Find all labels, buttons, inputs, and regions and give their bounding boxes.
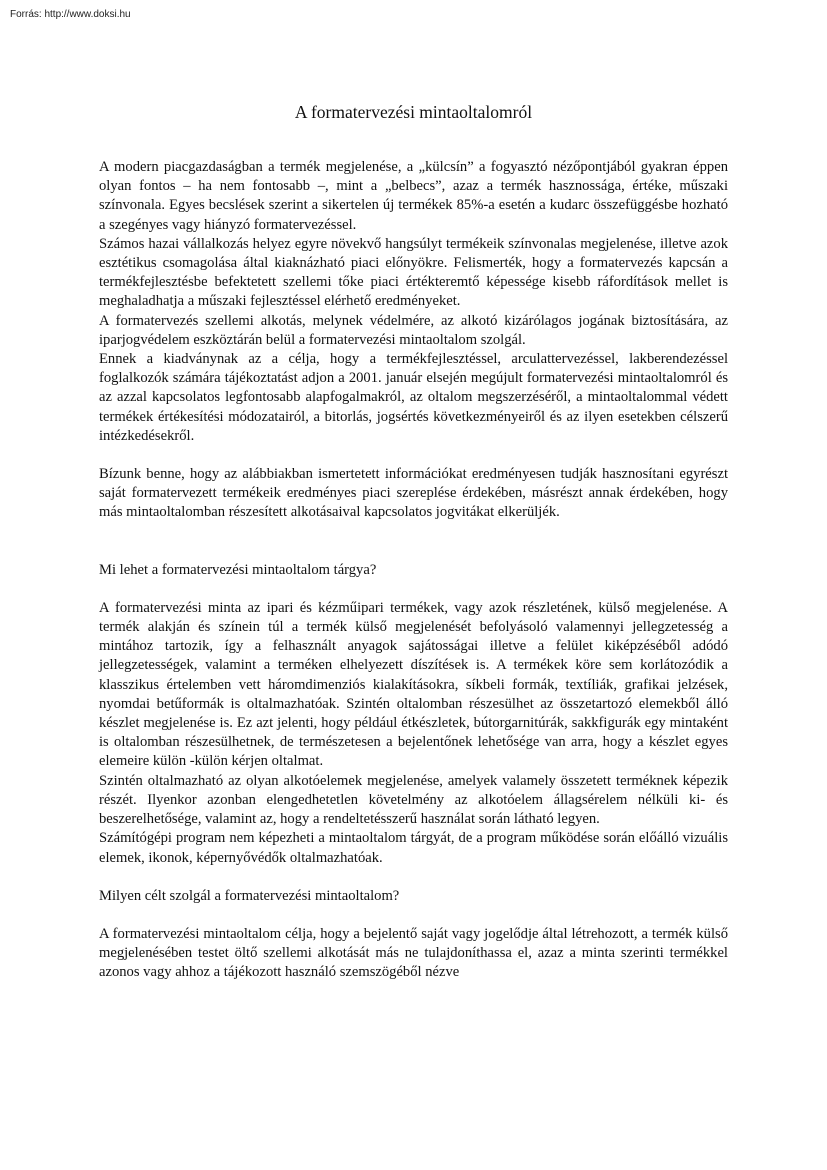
section-heading: Milyen célt szolgál a formatervezési mintaoltalom?: [99, 887, 400, 904]
intro-paragraph: A formatervezés szellemi alkotás, melynek védelmére, az alkotó kizárólagos jogának biztosítására, az iparjogvédelem eszköztárán belül a formatervezési mintaoltalom szolgál.: [99, 312, 728, 348]
intro-paragraph: Számos hazai vállalkozás helyez egyre növekvő hangsúlyt termékeik színvonalas megjelenése, illetve azok esztétikus csomagolása által kiaknázható piaci előnyökre. Felismerték, hogy a formatervezés kapcsán a termékfejlesztésbe befektetett szellemi tőke piaci értékteremtő képessége kisebb ráfordítások mellet is meghaladhatja a műszaki fejlesztéssel elérhető eredményeket.: [99, 235, 728, 310]
intro-paragraph: Ennek a kiadványnak az a célja, hogy a termékfejlesztéssel, arculattervezéssel, lakberendezéssel foglalkozók számára tájékoztatást adjon a 2001. január elsején megújult formatervezési mintaoltalomról és az azzal kapcsolatos legfontosabb alapfogalmakról, az oltalom megszerzéséről, a mintaoltalommal védett termékek értékesítési módozatairól, a bitorlás, jogsértés következményeiről és az ilyen esetekben célszerű intézkedésekről.: [99, 351, 728, 444]
section-paragraph: A formatervezési mintaoltalom célja, hogy a bejelentő saját vagy jogelődje által létrehozott, a termék külső megjelenésében testet öltő szellemi alkotását más ne tulajdoníthassa el, azaz a minta szerinti termékkel azonos vagy ahhoz a tájékozott használó szemszögéből nézve: [99, 925, 728, 981]
section-paragraph: Szintén oltalmazható az olyan alkotóelemek megjelenése, amelyek valamely összetett terméknek képezik részét. Ilyenkor azonban elengedhetetlen követelmény az alkotóelem állagsérelem nélküli ki- és beszerelhetősége, valamint az, hogy a rendeltetésszerű használat során látható legyen.: [99, 772, 728, 828]
page-title: A formatervezési mintaoltalomról: [294, 102, 533, 122]
source-label: Forrás: http://www.doksi.hu: [10, 9, 131, 20]
closing-paragraph: Bízunk benne, hogy az alábbiakban ismertetett információkat eredményesen tudják hasznosítani egyrészt saját formatervezett termékeik eredményes piaci szereplése érdekében, másrészt annak érdekében, hogy más mintaoltalomban részesített alkotásaival kapcsolatos jogvitákat elkerüljék.: [99, 466, 728, 521]
document-body: [99, 158, 728, 983]
section-heading: Mi lehet a formatervezési mintaoltalom tárgya?: [99, 561, 377, 578]
section-paragraph: Számítógépi program nem képezheti a mintaoltalom tárgyát, de a program működése során előálló vizuális elemek, ikonok, képernyővédők oltalmazhatóak.: [99, 830, 728, 866]
intro-paragraph: A modern piacgazdaságban a termék megjelenése, a „külcsín” a fogyasztó nézőpontjából gyakran éppen olyan fontos – ha nem fontosabb –, mint a „belbecs”, azaz a termék hasznossága, értéke, műszaki színvonala. Egyes becslések szerint a sikertelen új termékek 85%-a esetén a kudarc összefüggésbe hozható a szegényes vagy hiányzó formatervezéssel.: [99, 159, 728, 233]
section-paragraph: A formatervezési minta az ipari és kézműipari termékek, vagy azok részletének, külső megjelenése. A termék alakján és színein túl a termék külső megjelenését befolyásoló valamennyi jellegzetesség a mintához tartozik, így a felhasznált anyagok sajátosságai illetve a felület kiképzéséből adódó jellegzetességek, valamint a terméken elhelyezett díszítések is. A termékek köre sem korlátozódik a klasszikus értelemben vett háromdimenziós kialakításokra, síkbeli formák, textíliák, grafikai jelzések, nyomdai betűformák is oltalmazhatóak. Szintén oltalomban részesülhet az összetartozó elemekből álló készlet megjelenése is. Ez azt jelenti, hogy például étkészletek, bútorgarnitúrák, sakkfigurák egy mintaként is oltalomban részesülhetnek, de természetesen a bejelentőnek lehetősége van arra, hogy a készlet egyes elemeire külön -külön kérjen oltalmat.: [99, 599, 728, 770]
